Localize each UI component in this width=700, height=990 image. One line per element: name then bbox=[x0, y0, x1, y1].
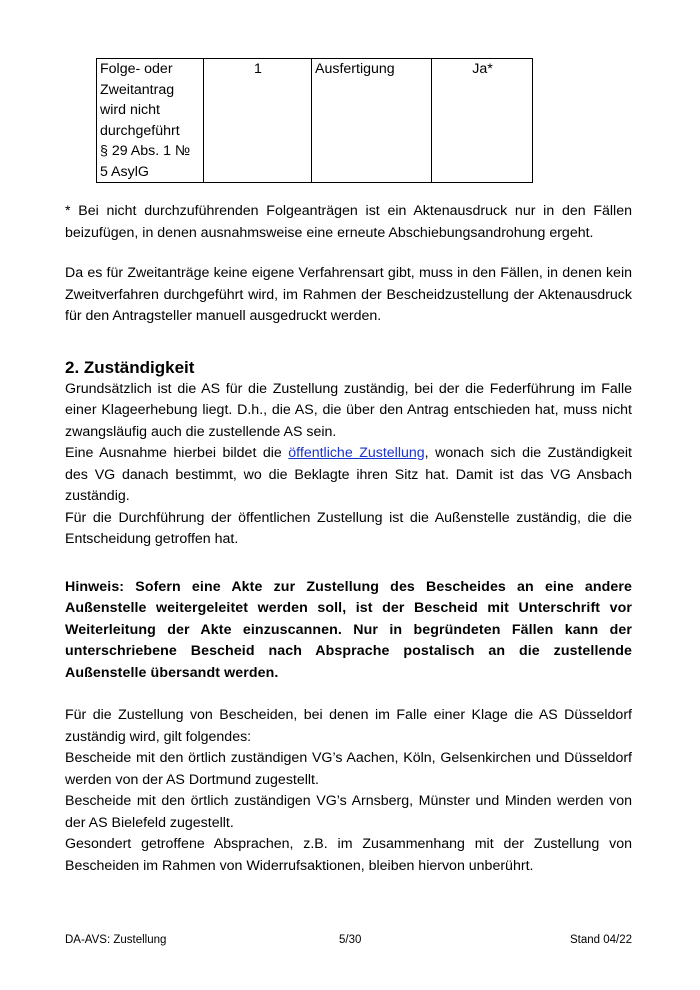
case-line: 5 AsylG bbox=[100, 163, 149, 180]
dortmund-paragraph: Bescheide mit den örtlich zuständigen VG’s Aachen, Köln, Gelsenkirchen und Düsseldorf werden von der AS Dortmund zugestellt. bbox=[65, 750, 632, 788]
zweitantrag-paragraph: Da es für Zweitanträge keine eigene Verfahrensart gibt, muss in den Fällen, in denen kein Zweitverfahren durchgeführt wird, im Rahmen der Bescheidzustellung der Aktenausdruck für den Antragsteller manuell ausgedruckt werden. bbox=[65, 265, 632, 324]
document-type-cell: Ausfertigung bbox=[312, 59, 432, 183]
case-cell bbox=[97, 59, 204, 183]
hint-paragraph: Hinweis: Sofern eine Akte zur Zustellung des Bescheides an eine andere Außenstelle weitergeleitet werden soll, ist der Bescheid mit Unterschrift vor Weiterleitung der Akte einzuscannen. Nur in begründeten Fällen kann der unterschriebene Bescheid nach Absprache postalisch an die zustellende Außenstelle übersandt werden. bbox=[65, 578, 632, 681]
page-footer bbox=[65, 934, 632, 950]
exception-paragraph bbox=[65, 443, 632, 508]
footer-document-title: DA-AVS: Zustellung bbox=[65, 934, 167, 946]
duesseldorf-paragraph: Für die Zustellung von Bescheiden, bei denen im Falle einer Klage die AS Düsseldorf zuständig wird, gilt folgendes: bbox=[65, 707, 632, 745]
responsibility-paragraph: Grundsätzlich ist die AS für die Zustellung zuständig, bei der die Federführung im Falle einer Klageerhebung liegt. D.h., die AS, die über den Antrag entschieden hat, muss nicht zwangsläufig auch die zustellende AS sein. bbox=[65, 380, 632, 440]
public-service-paragraph: Für die Durchführung der öffentlichen Zustellung ist die Außenstelle zuständig, die die Entscheidung getroffen hat. bbox=[65, 509, 632, 547]
count-cell: 1 bbox=[204, 59, 312, 183]
case-line: Folge- oder bbox=[100, 61, 173, 77]
table-row bbox=[97, 59, 533, 183]
delivery-table bbox=[96, 58, 533, 183]
document-page bbox=[65, 58, 632, 877]
public-service-link[interactable]: öffentliche Zustellung bbox=[288, 445, 425, 461]
case-line: § 29 Abs. 1 № bbox=[100, 143, 191, 159]
exception-text: Eine Ausnahme hierbei bildet die bbox=[65, 445, 289, 461]
bielefeld-paragraph: Bescheide mit den örtlich zuständigen VG’s Arnsberg, Münster und Minden werden von der AS Bielefeld zugestellt. bbox=[65, 793, 632, 831]
case-line: durchgeführt bbox=[100, 122, 180, 139]
footnote-paragraph: * Bei nicht durchzuführenden Folgeanträgen ist ein Aktenausdruck nur in den Fällen beizufügen, in denen ausnahmsweise eine erneute Abschiebungsandrohung ergeht. bbox=[65, 203, 632, 241]
exception-text-rest: , wonach sich die Zuständigkeit des VG danach bestimmt, wo die Beklagte ihren Sitz hat. Damit ist das VG Ansbach zuständig. bbox=[65, 445, 632, 504]
footer-page-number: 5/30 bbox=[339, 934, 362, 946]
agreements-paragraph: Gesondert getroffene Absprachen, z.B. im Zusammenhang mit der Zustellung von Bescheiden im Rahmen von Widerrufsaktionen, bleiben hiervon unberührt. bbox=[65, 836, 632, 874]
case-line: wird nicht bbox=[100, 102, 160, 118]
required-cell: Ja* bbox=[432, 59, 533, 183]
footer-version: Stand 04/22 bbox=[569, 934, 632, 946]
section-heading: 2. Zuständigkeit bbox=[65, 357, 195, 377]
case-line: Zweitantrag bbox=[100, 81, 175, 98]
